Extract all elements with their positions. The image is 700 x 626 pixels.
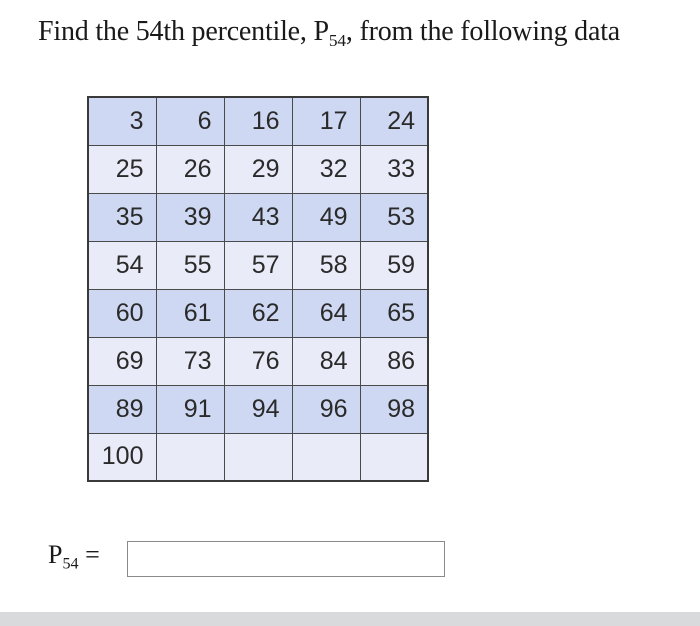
table-cell: 6 xyxy=(156,97,224,145)
table-cell: 59 xyxy=(360,241,428,289)
question-text xyxy=(38,16,621,51)
table-cell: 94 xyxy=(224,385,292,433)
table-cell: 55 xyxy=(156,241,224,289)
table-cell: 65 xyxy=(360,289,428,337)
table-cell: 39 xyxy=(156,193,224,241)
table-cell: 58 xyxy=(292,241,360,289)
table-cell xyxy=(292,433,360,481)
table-cell xyxy=(360,433,428,481)
table-cell: 69 xyxy=(88,337,156,385)
table-row xyxy=(88,337,428,385)
table-cell xyxy=(224,433,292,481)
table-cell: 96 xyxy=(292,385,360,433)
table-cell: 32 xyxy=(292,145,360,193)
table-row xyxy=(88,193,428,241)
answer-label-equals: = xyxy=(78,540,100,569)
table-row xyxy=(88,385,428,433)
table-cell: 49 xyxy=(292,193,360,241)
table-cell: 60 xyxy=(88,289,156,337)
table-cell xyxy=(156,433,224,481)
question-subscript: 54 xyxy=(328,31,346,51)
table-cell: 98 xyxy=(360,385,428,433)
bottom-edge xyxy=(0,612,700,626)
data-table xyxy=(87,96,429,482)
table-cell: 73 xyxy=(156,337,224,385)
table-cell: 86 xyxy=(360,337,428,385)
table-cell: 84 xyxy=(292,337,360,385)
answer-input[interactable] xyxy=(127,541,445,577)
table-row xyxy=(88,289,428,337)
table-cell: 29 xyxy=(224,145,292,193)
table-cell: 76 xyxy=(224,337,292,385)
table-cell: 35 xyxy=(88,193,156,241)
table-row xyxy=(88,145,428,193)
table-cell: 3 xyxy=(88,97,156,145)
table-cell: 53 xyxy=(360,193,428,241)
table-row xyxy=(88,241,428,289)
table-row xyxy=(88,97,428,145)
table-cell: 54 xyxy=(88,241,156,289)
table-cell: 17 xyxy=(292,97,360,145)
table-cell: 89 xyxy=(88,385,156,433)
table-cell: 26 xyxy=(156,145,224,193)
table-cell: 43 xyxy=(224,193,292,241)
answer-label-subscript: 54 xyxy=(62,555,79,573)
table-cell: 25 xyxy=(88,145,156,193)
table-cell: 33 xyxy=(360,145,428,193)
answer-label xyxy=(48,540,100,573)
table-cell: 57 xyxy=(224,241,292,289)
table-cell: 100 xyxy=(88,433,156,481)
answer-label-main: P xyxy=(48,540,63,569)
table-cell: 16 xyxy=(224,97,292,145)
table-cell: 91 xyxy=(156,385,224,433)
table-cell: 64 xyxy=(292,289,360,337)
table-row xyxy=(88,433,428,481)
question-suffix: , from the following data xyxy=(345,16,621,47)
question-prefix: Find the 54th percentile, P xyxy=(38,16,329,47)
table-cell: 24 xyxy=(360,97,428,145)
table-cell: 61 xyxy=(156,289,224,337)
table-cell: 62 xyxy=(224,289,292,337)
